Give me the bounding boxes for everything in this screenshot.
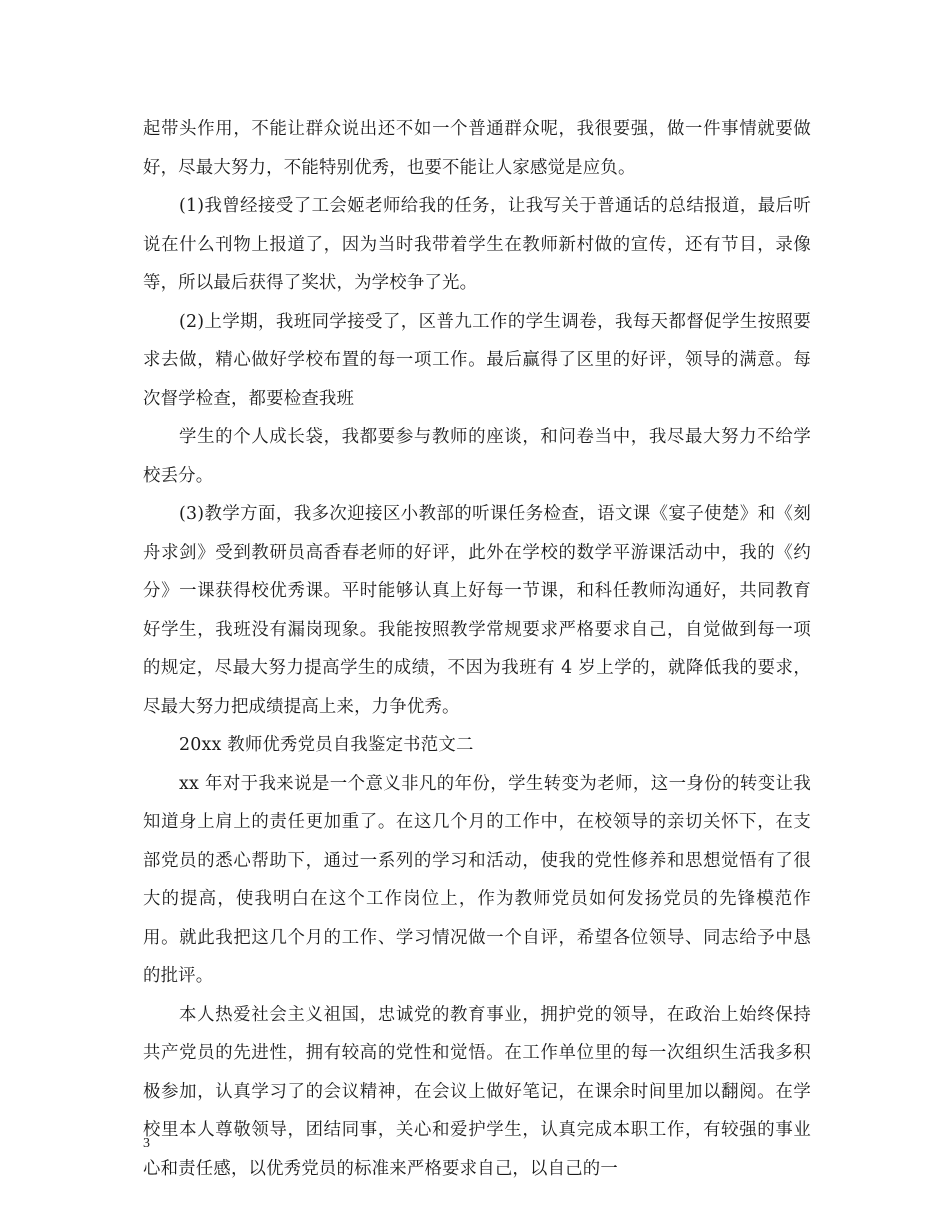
paragraph-continuation: 起带头作用，不能让群众说出还不如一个普通群众呢，我很要强，做一件事情就要做好，尽最大努力，不能特别优秀，也要不能让人家感觉是应负。	[143, 119, 811, 178]
paragraph-self-assessment: 本人热爱社会主义祖国，忠诚党的教育事业，拥护党的领导，在政治上始终保持共产党员的先进性，拥有较高的党性和觉悟。在工作单位里的每一次组织生活我多积极参加，认真学习了的会议精神，在会议上做好笔记，在课余时间里加以翻阅。在学校里本人尊敬领导，团结同事，关心和爱护学生，认真完成本职工作，有较强的事业心和责任感，以优秀党员的标准来严格要求自己，以自己的一	[143, 1004, 811, 1179]
paragraph-intro: xx 年对于我来说是一个意义非凡的年份，学生转变为老师，这一身份的转变让我知道身上肩上的责任更加重了。在这几个月的工作中，在校领导的亲切关怀下，在支部党员的悉心帮助下，通过一系列的学习和活动，使我的党性修养和思想觉悟有了很大的提高，使我明白在这个工作岗位上，作为教师党员如何发扬党员的先锋模范作用。就此我把这几个月的工作、学习情况做一个自评，希望各位领导、同志给予中恳的批评。	[143, 773, 811, 986]
paragraph-item-2-continued: 学生的个人成长袋，我都要参与教师的座谈，和问卷当中，我尽最大努力不给学校丢分。	[143, 427, 811, 486]
page-number: 3	[143, 1136, 150, 1151]
paragraph-item-2: (2)上学期，我班同学接受了，区普九工作的学生调卷，我每天都督促学生按照要求去做，精心做好学校布置的每一项工作。最后赢得了区里的好评，领导的满意。每次督学检查，都要检查我班	[143, 311, 811, 409]
paragraph-item-3: (3)教学方面，我多次迎接区小教部的听课任务检查，语文课《宴子使楚》和《刻舟求剑》受到教研员高香春老师的好评，此外在学校的数学平游课活动中，我的《约分》一课获得校优秀课。平时能够认真上好每一节课，和科任教师沟通好，共同教育好学生，我班没有漏岗现象。我能按照教学常规要求严格要求自己，自觉做到每一项的规定，尽最大努力提高学生的成绩，不因为我班有 4 岁上学的，就降低我的要求，尽最大努力把成绩提高上来，力争优秀。	[143, 504, 811, 717]
document-body	[143, 110, 811, 1188]
section-heading: 20xx 教师优秀党员自我鉴定书范文二	[179, 735, 474, 755]
paragraph-item-1: (1)我曾经接受了工会姬老师给我的任务，让我写关于普通话的总结报道，最后听说在什么刊物上报道了，因为当时我带着学生在教师新村做的宣传，还有节目，录像等，所以最后获得了奖状，为学校争了光。	[143, 196, 811, 293]
